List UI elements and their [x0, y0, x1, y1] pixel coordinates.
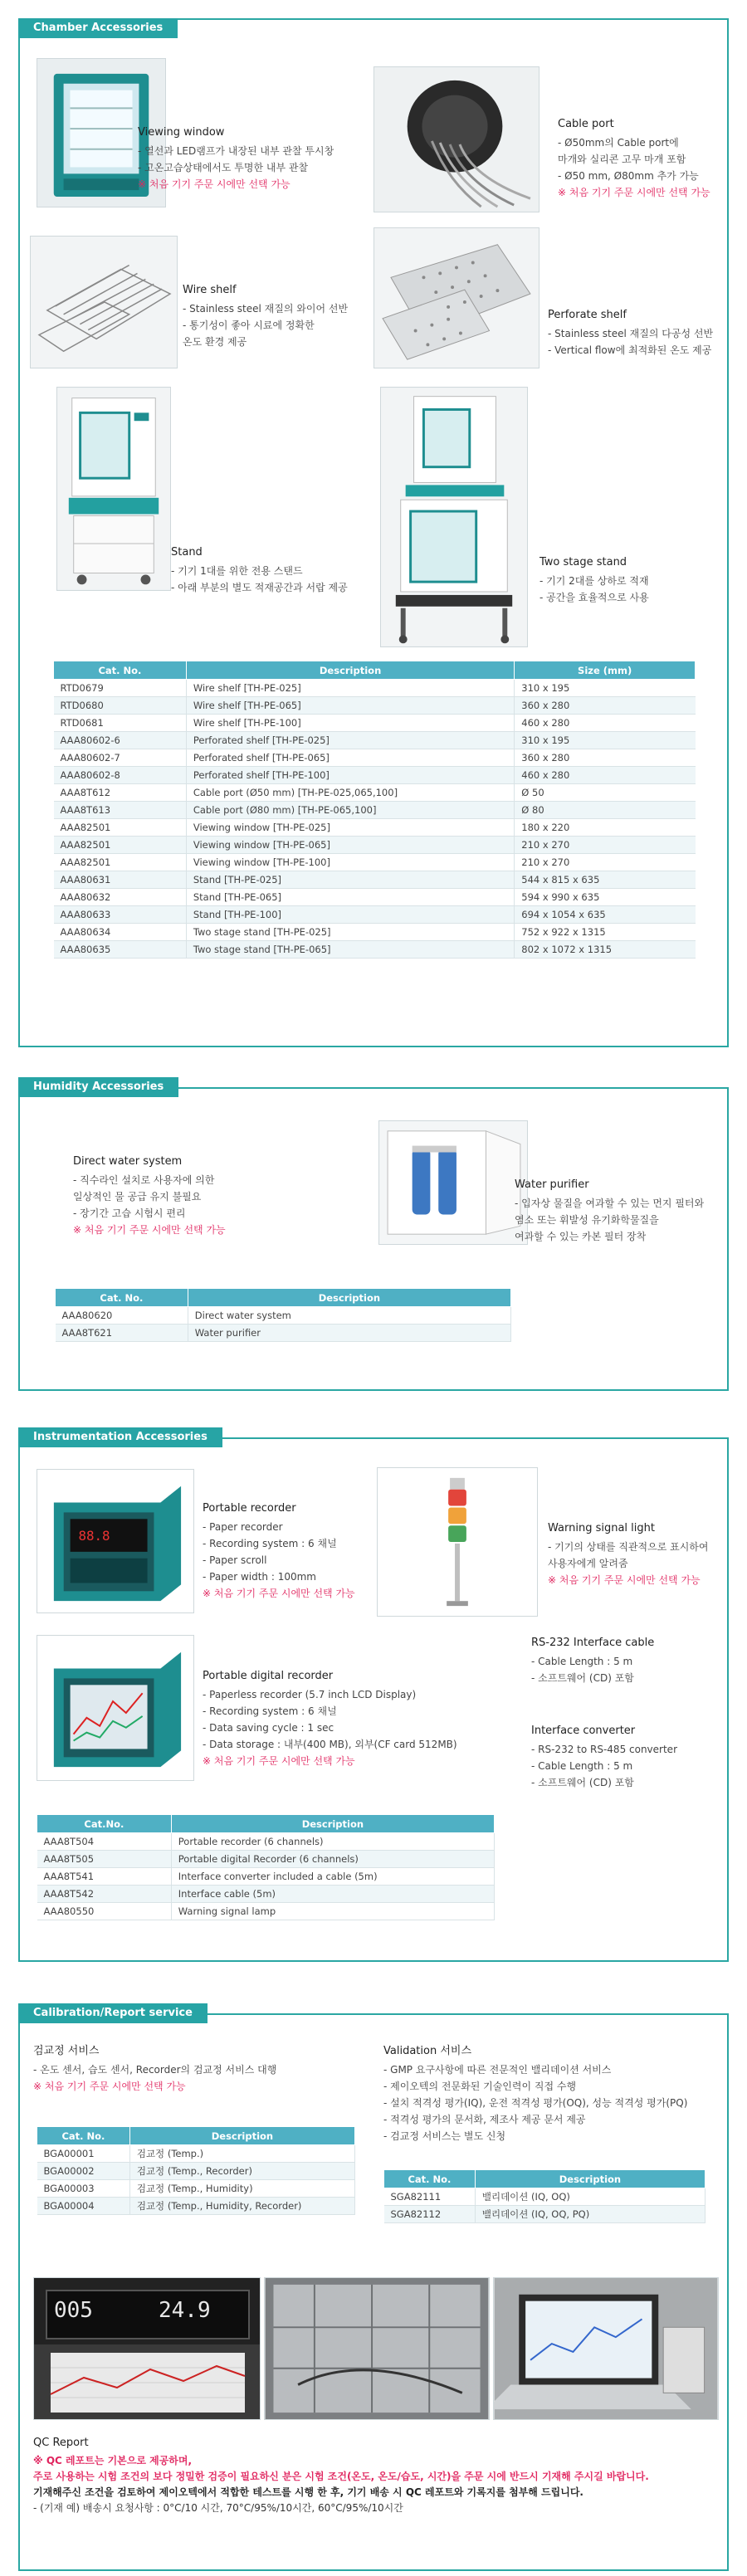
table-row: [56, 1325, 511, 1342]
qc-report: [33, 2435, 730, 2516]
table-cell: 검교정 (Temp.): [129, 2145, 354, 2163]
validation-line: - 제이오텍의 전문화된 기술인력이 직접 수행: [383, 2081, 577, 2092]
table-cell: 180 x 220: [515, 819, 696, 837]
portable-recorder-line: - Paper width : 100mm: [203, 1571, 316, 1583]
two-stage-desc: [540, 554, 722, 606]
table-cell: AAA80602-6: [54, 732, 187, 749]
table-cell: AAA80632: [54, 889, 187, 906]
table-cell: AAA80602-7: [54, 749, 187, 767]
table-cell: RTD0679: [54, 680, 187, 697]
display-right-value: 24.9: [159, 2298, 211, 2323]
table-cell: 210 x 270: [515, 837, 696, 854]
table-cell: Water purifier: [188, 1325, 510, 1342]
humidity-section-title: Humidity Accessories: [18, 1077, 178, 1097]
table-cell: Wire shelf [TH-PE-065]: [186, 697, 514, 715]
table-row: [54, 697, 696, 715]
water-purifier-line: 여과할 수 있는 카본 필터 장착: [515, 1231, 647, 1242]
converter-line: - RS-232 to RS-485 converter: [531, 1744, 677, 1755]
table-cell: 460 x 280: [515, 715, 696, 732]
table-row: [37, 2198, 355, 2215]
validation-line: - 검교정 서비스는 별도 신청: [383, 2130, 506, 2142]
table-cell: BGA00001: [37, 2145, 130, 2163]
cable-port-desc: [558, 116, 724, 201]
perforate-shelf-desc: [548, 307, 726, 359]
table-cell: AAA8T504: [37, 1833, 172, 1851]
table-cell: 검교정 (Temp., Humidity): [129, 2180, 354, 2198]
table-cell: 360 x 280: [515, 749, 696, 767]
rs232-line: - Cable Length : 5 m: [531, 1656, 633, 1667]
table-cell: 210 x 270: [515, 854, 696, 871]
table-cell: 밸리데이션 (IQ, OQ, PQ): [475, 2206, 705, 2223]
table-cell: Portable recorder (6 channels): [171, 1833, 494, 1851]
table-row: [54, 784, 696, 802]
qc-report-line: 기재해주신 조건을 검토하여 제이오텍에서 적합한 테스트를 시행 한 후, 기기 배송 시 QC 레포트와 기록지를 첨부해 드립니다.: [33, 2486, 583, 2498]
table-cell: Direct water system: [188, 1307, 510, 1325]
water-purifier-line: - 입자상 물질을 여과할 수 있는 먼지 필터와: [515, 1198, 705, 1209]
rs232-line: - 소프트웨어 (CD) 포함: [531, 1672, 634, 1684]
table-cell: 752 x 922 x 1315: [515, 924, 696, 941]
digital-recorder-line: - Data storage : 내부(400 MB), 외부(CF card 512MB): [203, 1739, 457, 1750]
table-header-row: [54, 661, 696, 680]
table-cell: AAA80633: [54, 906, 187, 924]
calibration-photo-laptop: [493, 2277, 719, 2420]
column-header: Cat. No.: [384, 2170, 476, 2188]
column-header: Description: [129, 2127, 354, 2145]
table-row: [37, 1886, 495, 1903]
display-left-value: 005: [54, 2298, 93, 2323]
table-header-row: [37, 1815, 495, 1833]
table-cell: AAA82501: [54, 819, 187, 837]
table-row: [54, 715, 696, 732]
water-purifier-line: 염소 또는 휘발성 유기화학물질을: [515, 1214, 659, 1226]
converter-title: Interface converter: [531, 1725, 636, 1737]
wire-shelf-line: - Stainless steel 재질의 와이어 선반: [183, 303, 349, 315]
table-row: [56, 1307, 511, 1325]
calibration-photo-display: [33, 2277, 261, 2420]
digital-recorder-title: Portable digital recorder: [203, 1670, 334, 1682]
table-cell: SGA82111: [384, 2188, 476, 2206]
converter-desc: [531, 1723, 730, 1791]
water-purifier-image: [378, 1120, 528, 1245]
wire-shelf-title: Wire shelf: [183, 284, 237, 296]
table-cell: Portable digital Recorder (6 channels): [171, 1851, 494, 1868]
table-row: [37, 2180, 355, 2198]
viewing-window-desc: [138, 124, 345, 193]
table-cell: AAA80631: [54, 871, 187, 889]
table-cell: 310 x 195: [515, 732, 696, 749]
table-cell: AAA8T613: [54, 802, 187, 819]
svg-text:88.8: 88.8: [78, 1528, 110, 1544]
portable-recorder-note: ※ 처음 기기 주문 시에만 선택 가능: [203, 1588, 355, 1599]
two-stage-stand-image: [380, 387, 528, 647]
table-row: [54, 889, 696, 906]
table-cell: 밸리데이션 (IQ, OQ): [475, 2188, 705, 2206]
table-row: [54, 680, 696, 697]
column-header: Cat.No.: [37, 1815, 172, 1833]
table-row: [54, 871, 696, 889]
table-cell: 802 x 1072 x 1315: [515, 941, 696, 959]
qc-report-line: ※ QC 레포트는 기본으로 제공하며,: [33, 2455, 193, 2466]
converter-line: - 소프트웨어 (CD) 포함: [531, 1777, 634, 1788]
stand-line: - 아래 부분의 별도 적재공간과 서랍 제공: [171, 582, 348, 593]
cable-port-line: - Ø50 mm, Ø80mm 추가 가능: [558, 170, 699, 182]
table-row: [37, 2145, 355, 2163]
warning-light-image: [377, 1467, 538, 1617]
direct-water-line: - 장기간 고습 시험시 편리: [73, 1208, 186, 1219]
validation-desc: [383, 2043, 732, 2144]
calibration-spec-table: [37, 2126, 355, 2215]
table-cell: Perforated shelf [TH-PE-025]: [186, 732, 514, 749]
two-stage-line: - 기기 2대를 상하로 적재: [540, 575, 649, 587]
digital-recorder-image: [37, 1635, 194, 1781]
column-header: Cat. No.: [54, 661, 187, 680]
calibration-photo-chamber: [264, 2277, 490, 2420]
table-row: [54, 837, 696, 854]
perforate-shelf-line: - Stainless steel 재질의 다공성 선반: [548, 328, 714, 339]
chamber-section-title: Chamber Accessories: [18, 18, 178, 38]
table-header-row: [384, 2170, 706, 2188]
table-cell: 594 x 990 x 635: [515, 889, 696, 906]
table-cell: Stand [TH-PE-065]: [186, 889, 514, 906]
table-row: [54, 924, 696, 941]
perforate-shelf-line: - Vertical flow에 최적화된 온도 제공: [548, 344, 712, 356]
table-row: [54, 906, 696, 924]
wire-shelf-image: [30, 236, 178, 368]
table-cell: 460 x 280: [515, 767, 696, 784]
table-cell: BGA00002: [37, 2163, 130, 2180]
two-stage-title: Two stage stand: [540, 556, 627, 568]
table-cell: 검교정 (Temp., Recorder): [129, 2163, 354, 2180]
table-cell: BGA00004: [37, 2198, 130, 2215]
column-header: Cat. No.: [56, 1289, 188, 1307]
table-cell: 360 x 280: [515, 697, 696, 715]
wire-shelf-line: - 통기성이 좋아 시료에 정확한: [183, 320, 315, 331]
table-header-row: [56, 1289, 511, 1307]
digital-recorder-line: - Recording system : 6 채널: [203, 1705, 337, 1717]
calibration-left-note: ※ 처음 기기 주문 시에만 선택 가능: [33, 2081, 186, 2092]
viewing-window-note: ※ 처음 기기 주문 시에만 선택 가능: [138, 178, 290, 190]
validation-line: - 적격성 평가의 문서화, 제조사 제공 문서 제공: [383, 2114, 586, 2125]
digital-recorder-line: - Paperless recorder (5.7 inch LCD Display): [203, 1689, 417, 1700]
table-cell: 544 x 815 x 635: [515, 871, 696, 889]
stand-title: Stand: [171, 546, 203, 559]
table-cell: Cable port (Ø80 mm) [TH-PE-065,100]: [186, 802, 514, 819]
qc-report-title: QC Report: [33, 2437, 89, 2449]
table-cell: Viewing window [TH-PE-065]: [186, 837, 514, 854]
portable-recorder-line: - Paper scroll: [203, 1554, 267, 1566]
table-cell: Stand [TH-PE-025]: [186, 871, 514, 889]
table-row: [54, 732, 696, 749]
table-header-row: [37, 2127, 355, 2145]
table-cell: AAA80550: [37, 1903, 172, 1920]
chamber-spec-table: [53, 661, 696, 959]
table-cell: Perforated shelf [TH-PE-100]: [186, 767, 514, 784]
qc-report-line: - (기재 예) 배송시 요청사항 : 0°C/10 시간, 70°C/95%/10시간, 60°C/95%/10시간: [33, 2502, 403, 2514]
cable-port-line: 마개와 실리콘 고무 마개 포함: [558, 154, 686, 165]
rs232-desc: [531, 1635, 730, 1686]
table-cell: AAA80602-8: [54, 767, 187, 784]
validation-line: - 설치 적격성 평가(IQ), 운전 적격성 평가(OQ), 성능 적격성 평가(PQ): [383, 2097, 688, 2109]
wire-shelf-desc: [183, 282, 390, 350]
table-cell: AAA80635: [54, 941, 187, 959]
rs232-title: RS-232 Interface cable: [531, 1637, 655, 1649]
table-cell: Wire shelf [TH-PE-100]: [186, 715, 514, 732]
portable-recorder-title: Portable recorder: [203, 1502, 296, 1515]
table-cell: AAA8T621: [56, 1325, 188, 1342]
table-row: [384, 2206, 706, 2223]
viewing-window-line: - 고온고습상태에서도 투명한 내부 관찰: [138, 162, 309, 173]
table-row: [54, 749, 696, 767]
direct-water-line: 일상적인 물 공급 유지 불필요: [73, 1191, 202, 1203]
warning-light-title: Warning signal light: [548, 1522, 655, 1534]
table-row: [37, 1868, 495, 1886]
table-cell: AAA80620: [56, 1307, 188, 1325]
humidity-spec-table: [55, 1288, 511, 1342]
warning-light-line: - 기기의 상태를 직관적으로 표시하여: [548, 1541, 709, 1553]
validation-title: Validation 서비스: [383, 2045, 472, 2057]
table-cell: AAA8T542: [37, 1886, 172, 1903]
column-header: Cat. No.: [37, 2127, 130, 2145]
stand-line: - 기기 1대를 위한 전용 스탠드: [171, 565, 303, 577]
instrumentation-section-title: Instrumentation Accessories: [18, 1427, 222, 1447]
table-row: [37, 1833, 495, 1851]
table-cell: Wire shelf [TH-PE-025]: [186, 680, 514, 697]
table-cell: AAA8T505: [37, 1851, 172, 1868]
calibration-left-line: - 온도 센서, 습도 센서, Recorder의 검교정 서비스 대행: [33, 2064, 277, 2076]
table-row: [54, 941, 696, 959]
table-cell: 694 x 1054 x 635: [515, 906, 696, 924]
table-cell: 310 x 195: [515, 680, 696, 697]
perforate-shelf-image: [374, 227, 540, 368]
table-row: [54, 802, 696, 819]
table-row: [54, 767, 696, 784]
calibration-left-desc: [33, 2043, 365, 2095]
table-cell: AAA82501: [54, 854, 187, 871]
table-row: [37, 1851, 495, 1868]
calibration-section-title: Calibration/Report service: [18, 2003, 208, 2023]
table-cell: Viewing window [TH-PE-100]: [186, 854, 514, 871]
table-cell: BGA00003: [37, 2180, 130, 2198]
table-cell: Viewing window [TH-PE-025]: [186, 819, 514, 837]
qc-report-line: 주로 사용하는 시험 조건의 보다 정밀한 검증이 필요하신 분은 시험 조건(온도, 온도/습도, 시간)을 주문 시에 반드시 기재해 주시길 바랍니다.: [33, 2471, 649, 2482]
table-cell: Cable port (Ø50 mm) [TH-PE-025,065,100]: [186, 784, 514, 802]
portable-recorder-image: [37, 1469, 194, 1613]
column-header: Description: [475, 2170, 705, 2188]
instrumentation-spec-table: [37, 1814, 495, 1920]
warning-light-line: 사용자에게 알려줌: [548, 1558, 628, 1569]
table-cell: Ø 50: [515, 784, 696, 802]
table-cell: Ø 80: [515, 802, 696, 819]
table-cell: AAA8T612: [54, 784, 187, 802]
table-cell: AAA82501: [54, 837, 187, 854]
viewing-window-line: - 열선과 LED램프가 내장된 내부 관찰 투시창: [138, 145, 334, 157]
direct-water-desc: [73, 1154, 322, 1238]
table-cell: Perforated shelf [TH-PE-065]: [186, 749, 514, 767]
perforate-shelf-title: Perforate shelf: [548, 309, 627, 321]
water-purifier-desc: [515, 1177, 730, 1245]
table-row: [54, 854, 696, 871]
warning-light-desc: [548, 1520, 739, 1588]
cable-port-image: [374, 66, 540, 212]
table-cell: SGA82112: [384, 2206, 476, 2223]
validation-line: - GMP 요구사항에 따른 전문적인 밸리데이션 서비스: [383, 2064, 612, 2076]
table-row: [37, 2163, 355, 2180]
table-row: [54, 819, 696, 837]
warning-light-note: ※ 처음 기기 주문 시에만 선택 가능: [548, 1574, 701, 1586]
table-cell: RTD0680: [54, 697, 187, 715]
digital-recorder-note: ※ 처음 기기 주문 시에만 선택 가능: [203, 1755, 355, 1767]
table-row: [37, 1903, 495, 1920]
column-header: Description: [188, 1289, 510, 1307]
table-cell: Interface converter included a cable (5m): [171, 1868, 494, 1886]
portable-recorder-line: - Recording system : 6 채널: [203, 1538, 337, 1549]
table-cell: Interface cable (5m): [171, 1886, 494, 1903]
validation-spec-table: [383, 2169, 706, 2223]
viewing-window-title: Viewing window: [138, 126, 225, 139]
two-stage-line: - 공간을 효율적으로 사용: [540, 592, 649, 603]
calibration-left-title: 검교정 서비스: [33, 2045, 100, 2057]
table-cell: Two stage stand [TH-PE-025]: [186, 924, 514, 941]
wire-shelf-line: 온도 환경 제공: [183, 336, 247, 348]
table-cell: Stand [TH-PE-100]: [186, 906, 514, 924]
table-cell: Warning signal lamp: [171, 1903, 494, 1920]
column-header: Size (mm): [515, 661, 696, 680]
stand-desc: [171, 544, 370, 596]
column-header: Description: [186, 661, 514, 680]
portable-recorder-line: - Paper recorder: [203, 1521, 283, 1533]
table-cell: RTD0681: [54, 715, 187, 732]
cable-port-line: - Ø50mm의 Cable port에: [558, 137, 679, 149]
direct-water-line: - 직수라인 설치로 사용자에 의한: [73, 1174, 215, 1186]
column-header: Description: [171, 1815, 494, 1833]
table-cell: 검교정 (Temp., Humidity, Recorder): [129, 2198, 354, 2215]
direct-water-note: ※ 처음 기기 주문 시에만 선택 가능: [73, 1224, 226, 1236]
cable-port-title: Cable port: [558, 118, 614, 130]
converter-line: - Cable Length : 5 m: [531, 1760, 633, 1772]
table-cell: AAA8T541: [37, 1868, 172, 1886]
cable-port-note: ※ 처음 기기 주문 시에만 선택 가능: [558, 187, 710, 198]
table-row: [384, 2188, 706, 2206]
digital-recorder-desc: [203, 1668, 485, 1769]
table-cell: Two stage stand [TH-PE-065]: [186, 941, 514, 959]
water-purifier-title: Water purifier: [515, 1178, 589, 1191]
digital-recorder-line: - Data saving cycle : 1 sec: [203, 1722, 334, 1734]
stand-image: [56, 387, 171, 591]
table-cell: AAA80634: [54, 924, 187, 941]
direct-water-title: Direct water system: [73, 1155, 183, 1168]
